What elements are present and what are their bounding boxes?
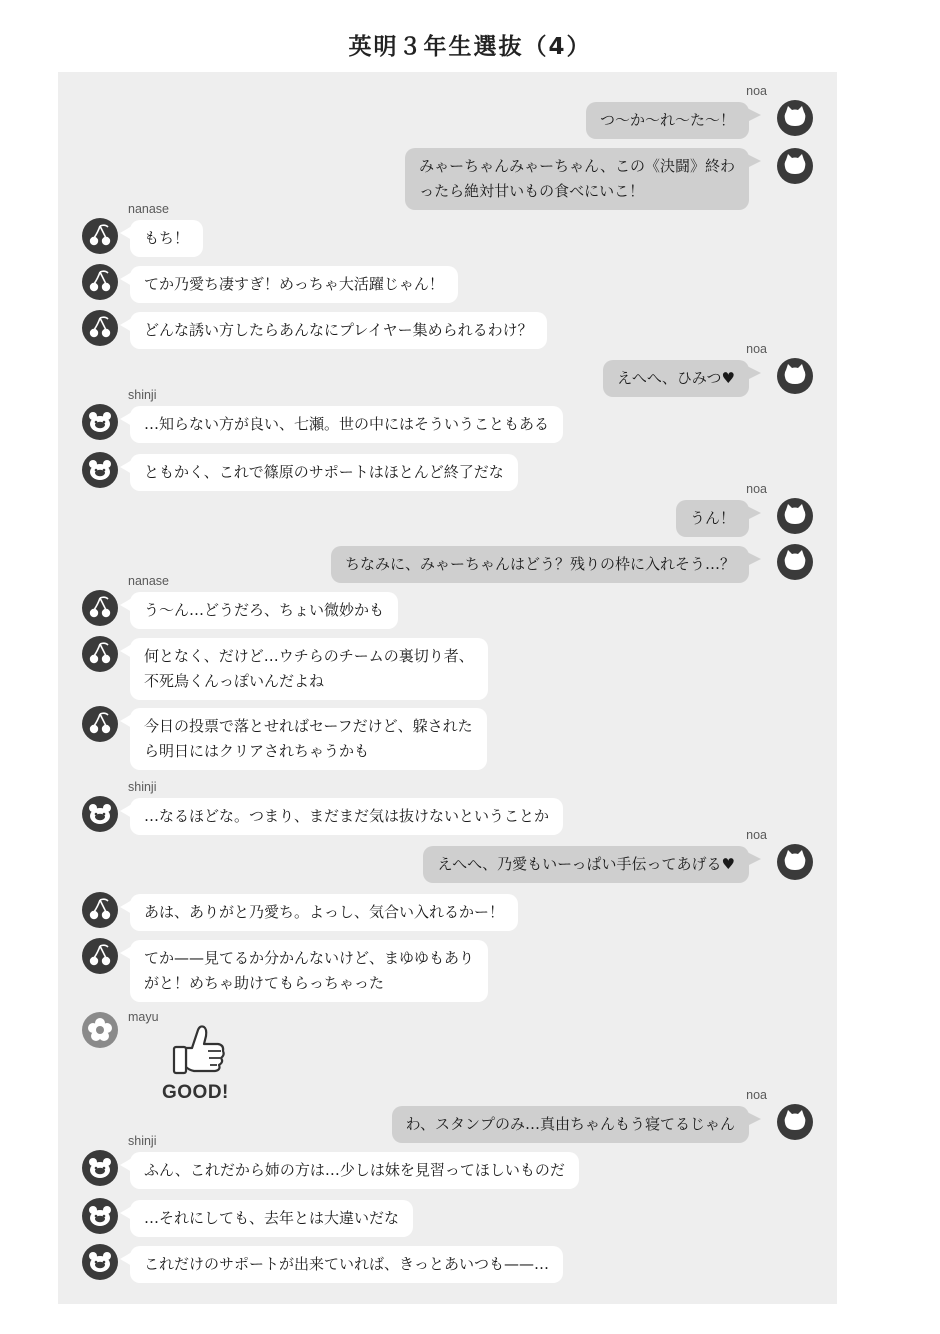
sender-name: noa — [746, 84, 767, 98]
cherry-avatar-icon[interactable] — [82, 892, 118, 928]
bear-avatar-icon[interactable] — [82, 452, 118, 488]
sender-name: shinji — [128, 388, 157, 402]
message-bubble: …なるほどな。つまり、まだまだ気は抜けないということか — [130, 798, 563, 835]
message-bubble: …それにしても、去年とは大違いだな — [130, 1200, 413, 1237]
cat-avatar-icon[interactable] — [777, 100, 813, 136]
cherry-avatar-icon[interactable] — [82, 938, 118, 974]
message-bubble: ともかく、これで篠原のサポートはほとんど終了だな — [130, 454, 518, 491]
cherry-avatar-icon[interactable] — [82, 218, 118, 254]
message-bubble: ふん、これだから姉の方は…少しは妹を見習ってほしいものだ — [130, 1152, 579, 1189]
sender-name: noa — [746, 482, 767, 496]
sender-name: mayu — [128, 1010, 159, 1024]
message-bubble: つ〜か〜れ〜た〜！ — [586, 102, 749, 139]
cat-avatar-icon[interactable] — [777, 498, 813, 534]
message-bubble: えへへ、ひみつ♥ — [603, 360, 749, 397]
message-bubble: …知らない方が良い、七瀬。世の中にはそういうこともある — [130, 406, 563, 443]
sender-name: noa — [746, 1088, 767, 1102]
page-title: 英明３年生選抜（4） — [348, 34, 592, 60]
message-bubble: ちなみに、みゃーちゃんはどう？残りの枠に入れそう…？ — [331, 546, 749, 583]
cherry-avatar-icon[interactable] — [82, 636, 118, 672]
message-bubble: どんな誘い方したらあんなにプレイヤー集められるわけ？ — [130, 312, 547, 349]
sender-name: shinji — [128, 1134, 157, 1148]
bear-avatar-icon[interactable] — [82, 404, 118, 440]
message-bubble: てか——見てるか分かんないけど、まゆゆもあり がと！めちゃ助けてもらっちゃった — [130, 940, 488, 1002]
cat-avatar-icon[interactable] — [777, 544, 813, 580]
message-bubble: うん！ — [676, 500, 749, 537]
cat-avatar-icon[interactable] — [777, 1104, 813, 1140]
good-sticker[interactable] — [162, 1022, 242, 1108]
sticker-label: GOOD! — [162, 1082, 229, 1103]
cherry-avatar-icon[interactable] — [82, 590, 118, 626]
flower-avatar-icon[interactable] — [82, 1012, 118, 1048]
sender-name: noa — [746, 342, 767, 356]
cherry-avatar-icon[interactable] — [82, 706, 118, 742]
bear-avatar-icon[interactable] — [82, 1150, 118, 1186]
message-bubble: わ、スタンプのみ…真由ちゃんもう寝てるじゃん — [392, 1106, 749, 1143]
sender-name: noa — [746, 828, 767, 842]
bear-avatar-icon[interactable] — [82, 1198, 118, 1234]
message-bubble: みゃーちゃんみゃーちゃん、この《決闘》終わ ったら絶対甘いもの食べにいこ！ — [405, 148, 749, 210]
message-bubble: う〜ん…どうだろ、ちょい微妙かも — [130, 592, 398, 629]
message-bubble: もち！ — [130, 220, 203, 257]
message-bubble: 今日の投票で落とせればセーフだけど、躱された ら明日にはクリアされちゃうかも — [130, 708, 487, 770]
message-bubble: えへへ、乃愛もいーっぱい手伝ってあげる♥ — [423, 846, 749, 883]
cherry-avatar-icon[interactable] — [82, 310, 118, 346]
cat-avatar-icon[interactable] — [777, 358, 813, 394]
message-bubble: あは、ありがと乃愛ち。よっし、気合い入れるかー！ — [130, 894, 518, 931]
message-bubble: これだけのサポートが出来ていれば、きっとあいつも——… — [130, 1246, 563, 1283]
message-bubble: てか乃愛ち凄すぎ！めっちゃ大活躍じゃん！ — [130, 266, 458, 303]
sender-name: nanase — [128, 574, 170, 588]
chat-log[interactable] — [58, 72, 837, 1304]
thumbs-up-icon — [168, 1022, 228, 1080]
bear-avatar-icon[interactable] — [82, 1244, 118, 1280]
cat-avatar-icon[interactable] — [777, 844, 813, 880]
sender-name: shinji — [128, 780, 157, 794]
cherry-avatar-icon[interactable] — [82, 264, 118, 300]
cat-avatar-icon[interactable] — [777, 148, 813, 184]
message-bubble: 何となく、だけど…ウチらのチームの裏切り者、 不死鳥くんっぽいんだよね — [130, 638, 488, 700]
sender-name: nanase — [128, 202, 170, 216]
bear-avatar-icon[interactable] — [82, 796, 118, 832]
